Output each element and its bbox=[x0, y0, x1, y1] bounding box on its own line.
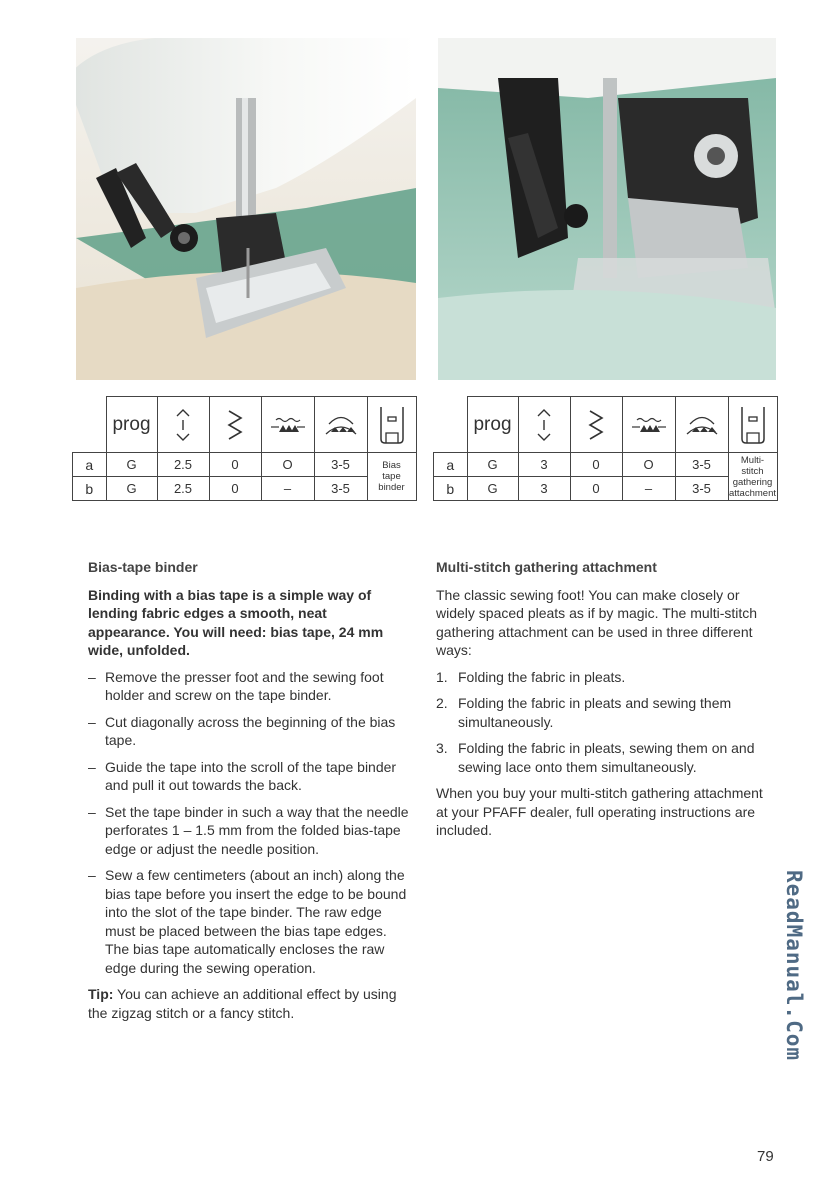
section-intro: The classic sewing foot! You can make closely or widely spaced pleats as if by magic. The multi-stitch gathering attachment can be used in three different ways: bbox=[436, 586, 758, 658]
list-text: Folding the fabric in pleats and sewing them simultaneously. bbox=[458, 695, 732, 730]
presser-pressure-value: 3-5 bbox=[314, 477, 367, 501]
list-number: 1. bbox=[436, 668, 448, 685]
watermark: ReadManual.Com bbox=[782, 870, 806, 1062]
list-item bbox=[436, 694, 766, 731]
bias-tape-binder-photo-icon bbox=[76, 38, 416, 380]
stitch-length-icon bbox=[157, 397, 209, 453]
foot-note-line: Multi- bbox=[740, 454, 765, 466]
gathering-attachment-photo bbox=[438, 38, 776, 380]
presser-foot-icon bbox=[367, 397, 416, 453]
stitch-length-value: 3 bbox=[518, 453, 570, 477]
foot-note-line: gathering bbox=[732, 476, 773, 488]
tip-label: Tip: bbox=[88, 986, 114, 1002]
feed-dog-icon bbox=[622, 397, 675, 453]
page-number: 79 bbox=[757, 1148, 774, 1165]
row-label-b: b bbox=[434, 477, 468, 501]
list-item bbox=[436, 739, 766, 776]
section-intro: Binding with a bias tape is a simple way of lending fabric edges a smooth, neat appearance. You will need: bias tape, 24 mm wide, unfolded. bbox=[88, 586, 384, 658]
presser-pressure-icon bbox=[314, 397, 367, 453]
gathering-section bbox=[436, 558, 766, 848]
foot-note-line: binder bbox=[378, 482, 405, 493]
gathering-attachment-photo-icon bbox=[438, 38, 776, 380]
prog-header: prog bbox=[106, 397, 157, 453]
settings-table-bias-tape bbox=[72, 396, 417, 501]
stitch-width-value: 0 bbox=[570, 453, 622, 477]
feed-dog-value: O bbox=[622, 453, 675, 477]
foot-note-line: tape bbox=[382, 471, 401, 482]
foot-note bbox=[367, 453, 416, 501]
usage-list bbox=[436, 668, 766, 777]
list-text: Folding the fabric in pleats, sewing them on and sewing lace onto them simultaneously. bbox=[458, 740, 755, 775]
prog-header: prog bbox=[467, 397, 518, 453]
presser-pressure-value: 3-5 bbox=[314, 453, 367, 477]
tip-text: You can achieve an additional effect by using the zigzag stitch or a fancy stitch. bbox=[88, 986, 397, 1021]
feed-dog-icon bbox=[261, 397, 314, 453]
row-label-a: a bbox=[73, 453, 107, 477]
list-item bbox=[436, 668, 766, 687]
stitch-width-icon bbox=[209, 397, 261, 453]
presser-pressure-value: 3-5 bbox=[675, 453, 728, 477]
prog-value: G bbox=[467, 477, 518, 501]
stitch-length-icon bbox=[518, 397, 570, 453]
stitch-width-icon bbox=[570, 397, 622, 453]
prog-value: G bbox=[106, 477, 157, 501]
list-item: – Guide the tape into the scroll of the tape binder and pull it out towards the back. bbox=[88, 758, 410, 795]
stitch-length-value: 3 bbox=[518, 477, 570, 501]
feed-dog-value: – bbox=[622, 477, 675, 501]
stitch-width-value: 0 bbox=[570, 477, 622, 501]
stitch-width-value: 0 bbox=[209, 477, 261, 501]
list-text: Folding the fabric in pleats. bbox=[458, 668, 626, 685]
prog-value: G bbox=[106, 453, 157, 477]
stitch-width-value: 0 bbox=[209, 453, 261, 477]
foot-note-line: attachment bbox=[729, 487, 776, 499]
foot-note-line: Bias bbox=[382, 460, 401, 471]
list-item: – Set the tape binder in such a way that the needle perforates 1 – 1.5 mm from the folded bias-tape edge or adjust the needle position. bbox=[88, 803, 410, 859]
stitch-length-value: 2.5 bbox=[157, 453, 209, 477]
stitch-length-value: 2.5 bbox=[157, 477, 209, 501]
foot-note bbox=[728, 453, 777, 501]
settings-table-gathering bbox=[433, 396, 778, 501]
prog-value: G bbox=[467, 453, 518, 477]
bias-tape-binder-photo bbox=[76, 38, 416, 380]
list-number: 2. bbox=[436, 695, 448, 711]
bias-tape-section bbox=[88, 558, 410, 1030]
presser-pressure-icon bbox=[675, 397, 728, 453]
step-list bbox=[88, 668, 410, 978]
presser-foot-icon bbox=[728, 397, 777, 453]
presser-pressure-value: 3-5 bbox=[675, 477, 728, 501]
list-item: – Sew a few centimeters (about an inch) along the bias tape before you insert the edge to be bound into the slot of the tape binder. The raw edge must be placed between the bias tape edges. The bias tape automatically encloses the raw edge during the sewing operation. bbox=[88, 866, 410, 977]
feed-dog-value: – bbox=[261, 477, 314, 501]
row-label-a: a bbox=[434, 453, 468, 477]
section-heading: Multi-stitch gathering attachment bbox=[436, 559, 657, 575]
feed-dog-value: O bbox=[261, 453, 314, 477]
row-label-b: b bbox=[73, 477, 107, 501]
list-item: – Cut diagonally across the beginning of the bias tape. bbox=[88, 713, 410, 750]
tip bbox=[88, 985, 410, 1022]
closing-paragraph: When you buy your multi-stitch gathering attachment at your PFAFF dealer, full operating instructions are included. bbox=[436, 785, 763, 838]
list-number: 3. bbox=[436, 740, 448, 756]
section-heading: Bias-tape binder bbox=[88, 559, 198, 575]
foot-note-line: stitch bbox=[741, 465, 764, 477]
list-item: – Remove the presser foot and the sewing foot holder and screw on the tape binder. bbox=[88, 668, 410, 705]
